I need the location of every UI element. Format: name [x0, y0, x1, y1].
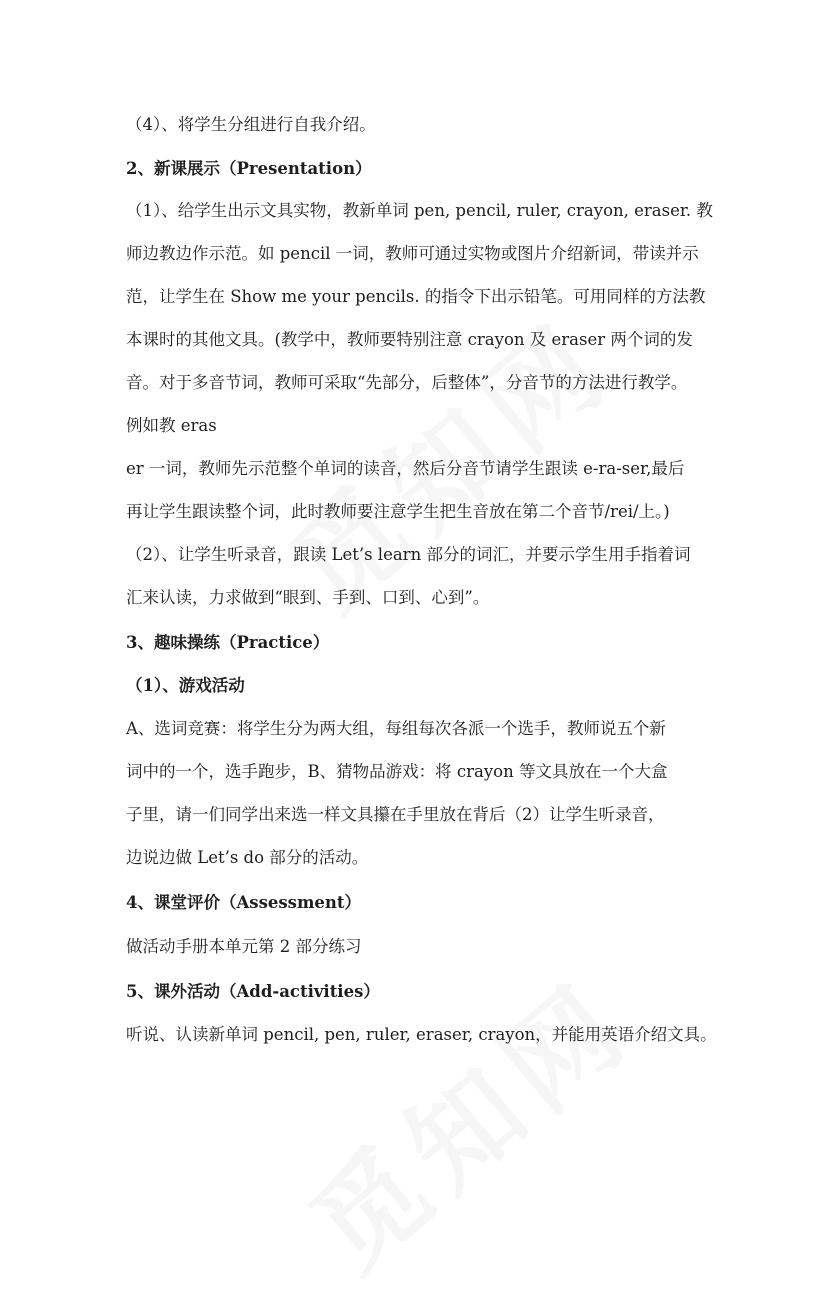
text-line: 子里，请一们同学出来选一样文具攥在手里放在背后（2）让学生听录音，	[126, 805, 665, 824]
text-line: 听说、认读新单词 pencil, pen, ruler, eraser, crayon，并能用英语介绍文具。	[126, 1025, 717, 1044]
text-line: 例如教 eras	[126, 416, 217, 435]
text-line: 汇来认读，力求做到“眼到、手到、口到、心到”。	[126, 588, 490, 607]
text-line: 范，让学生在 Show me your pencils. 的指令下出示铅笔。可用同样的方法教	[126, 287, 706, 306]
section-heading: 3、趣味操练（Practice）	[126, 633, 330, 652]
text-line: 本课时的其他文具。(教学中，教师要特别注意 crayon 及 eraser 两个词的发	[126, 330, 693, 349]
text-line: 词中的一个，选手跑步，B、猜物品游戏：将 crayon 等文具放在一个大盒	[126, 762, 668, 781]
section-heading: 4、课堂评价（Assessment）	[126, 893, 362, 912]
text-line: （2）、让学生听录音，跟读 Let’s learn 部分的词汇，并要示学生用手指着词	[126, 545, 691, 564]
text-line: 再让学生跟读整个词，此时教师要注意学生把生音放在第二个音节/rei/上。)	[126, 502, 670, 521]
text-line: A、选词竞赛：将学生分为两大组，每组每次各派一个选手，教师说五个新	[126, 719, 666, 738]
text-line: er 一词，教师先示范整个单词的读音，然后分音节请学生跟读 e-ra-ser,最后	[126, 459, 685, 478]
text-line: 师边教边作示范。如 pencil 一词，教师可通过实物或图片介绍新词，带读并示	[126, 244, 699, 263]
text-line: 音。对于多音节词，教师可采取“先部分，后整体”，分音节的方法进行教学。	[126, 373, 688, 392]
text-line: （1）、给学生出示文具实物，教新单词 pen, pencil, ruler, crayon, eraser. 教	[126, 201, 713, 220]
text-line: 边说边做 Let’s do 部分的活动。	[126, 848, 369, 867]
subsection-heading: （1）、游戏活动	[126, 676, 245, 695]
text-line: 做活动手册本单元第 2 部分练习	[126, 937, 362, 956]
section-heading: 2、新课展示（Presentation）	[126, 159, 372, 178]
section-heading: 5、课外活动（Add-activities）	[126, 982, 380, 1001]
text-line: （4）、将学生分组进行自我介绍。	[126, 115, 376, 134]
